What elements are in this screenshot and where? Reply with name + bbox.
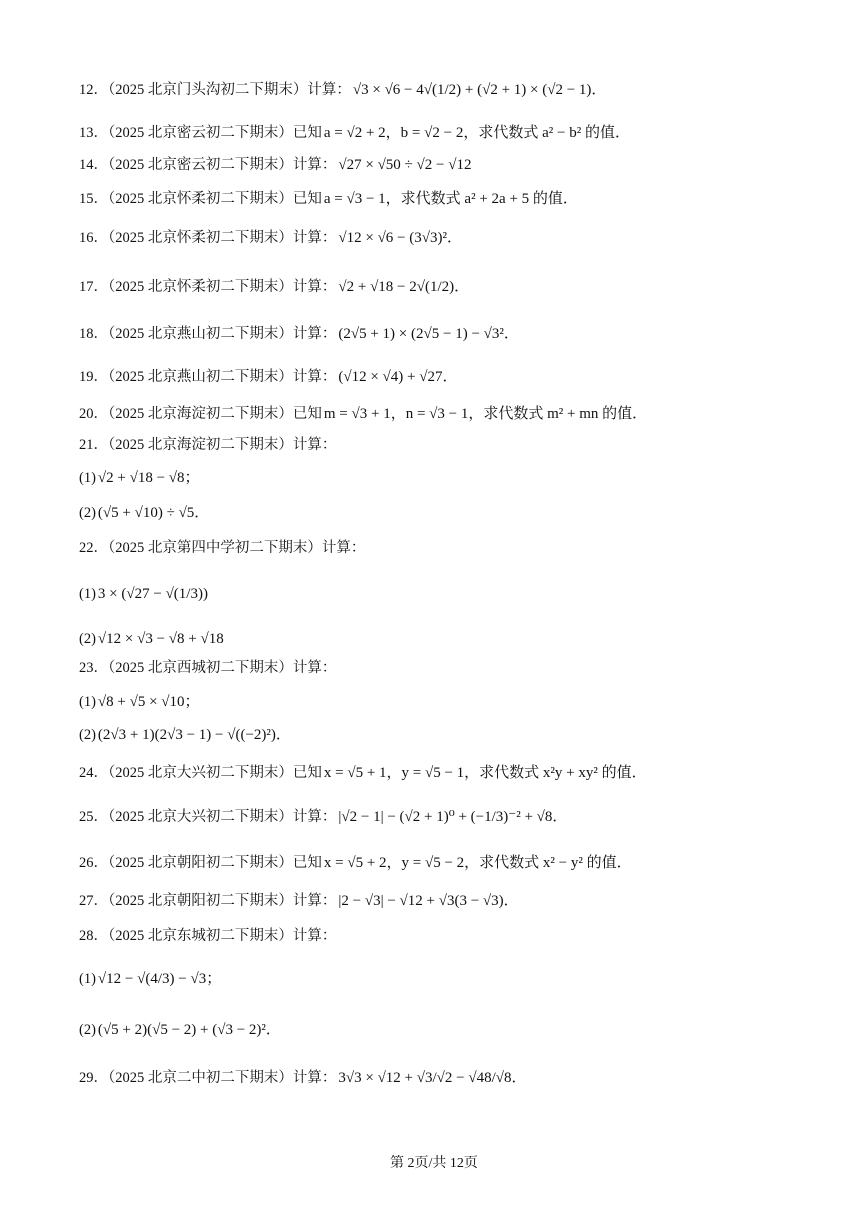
problem-expression: x = √5 + 1，y = √5 − 1，求代数式 x²y + xy² 的值． [323,765,647,781]
problem-expression: |2 − √3| − √12 + √3(3 − √3)． [338,893,519,909]
problem-expression: √12 × √3 − √8 + √18 [97,631,224,647]
problem-line [79,658,338,678]
problem-line [79,725,291,745]
page-footer: 第 2页/共 12页 [390,1156,478,1171]
problem-expression: m = √3 + 1，n = √3 − 1，求代数式 m² + mn 的值． [323,406,648,422]
problem-prefix: 16．（2025 北京怀柔初二下期末）计算： [79,230,337,246]
problem-expression: √12 × √6 − (3√3)²． [338,230,462,246]
problem-line [79,123,630,143]
problem-expression: √2 + √18 − √8； [97,470,200,486]
problem-line [79,277,469,297]
problem-expression: 3 × (√27 − √(1/3)) [97,586,208,602]
problem-line [79,367,457,387]
problem-prefix: (1) [79,470,96,486]
problem-expression: a = √2 + 2，b = √2 − 2，求代数式 a² − b² 的值． [323,125,630,141]
problem-line [79,807,567,827]
problem-expression: √2 + √18 − 2√(1/2)． [338,279,470,295]
problem-line [79,891,519,911]
problem-prefix: (1) [79,694,96,710]
problem-line [79,969,221,989]
problem-line [79,324,519,344]
problem-line [79,468,200,488]
problem-prefix: (2) [79,505,96,521]
problem-expression: a = √3 − 1，求代数式 a² + 2a + 5 的值． [323,191,578,207]
problem-prefix: (2) [79,727,96,743]
problem-line [79,538,367,558]
problem-prefix: 19．（2025 北京燕山初二下期末）计算： [79,369,337,385]
problem-line [79,155,471,175]
problem-prefix: (2) [79,1022,96,1038]
problem-prefix: 14．（2025 北京密云初二下期末）计算： [79,157,337,173]
problem-expression: √8 + √5 × √10； [97,694,200,710]
problem-expression: 3√3 × √12 + √3/√2 − √48/√8． [338,1070,527,1086]
problem-prefix: 21．（2025 北京海淀初二下期末）计算： [79,437,337,453]
problem-expression: √3 × √6 − 4√(1/2) + (√2 + 1) × (√2 − 1)． [352,82,607,98]
problem-line [79,503,209,523]
problem-prefix: 26．（2025 北京朝阳初二下期末）已知 [79,855,322,871]
problem-prefix: 15．（2025 北京怀柔初二下期末）已知 [79,191,322,207]
problem-prefix: 12．（2025 北京门头沟初二下期末）计算： [79,82,351,98]
problem-line [79,584,208,604]
problem-expression: √27 × √50 ÷ √2 − √12 [338,157,472,173]
problem-line [79,692,200,712]
problem-line [79,228,462,248]
problem-line [79,189,578,209]
problem-expression: √12 − √(4/3) − √3； [97,971,222,987]
problem-prefix: 17．（2025 北京怀柔初二下期末）计算： [79,279,337,295]
problem-prefix: 25．（2025 北京大兴初二下期末）计算： [79,809,337,825]
problem-prefix: 28．（2025 北京东城初二下期末）计算： [79,928,337,944]
problem-line [79,1068,526,1088]
problem-expression: (2√5 + 1) × (2√5 − 1) − √3²． [338,326,519,342]
problem-prefix: (1) [79,586,96,602]
problem-prefix: (2) [79,631,96,647]
problem-expression: (√5 + 2)(√5 − 2) + (√3 − 2)²． [97,1022,281,1038]
problem-line [79,1020,281,1040]
problem-line [79,853,632,873]
problem-line [79,926,338,946]
problem-prefix: 29．（2025 北京二中初二下期末）计算： [79,1070,337,1086]
problem-expression: (√5 + √10) ÷ √5． [97,505,210,521]
problem-prefix: 13．（2025 北京密云初二下期末）已知 [79,125,322,141]
problem-expression: (√12 × √4) + √27． [338,369,458,385]
problem-line [79,629,224,649]
problem-line [79,80,606,100]
problem-line [79,435,338,455]
problem-prefix: 20．（2025 北京海淀初二下期末）已知 [79,406,322,422]
problem-prefix: 23．（2025 北京西城初二下期末）计算： [79,660,337,676]
problem-prefix: (1) [79,971,96,987]
problem-prefix: 18．（2025 北京燕山初二下期末）计算： [79,326,337,342]
problem-expression: x = √5 + 2，y = √5 − 2，求代数式 x² − y² 的值． [323,855,632,871]
problem-expression: (2√3 + 1)(2√3 − 1) − √((−2)²)． [97,727,291,743]
problem-expression: |√2 − 1| − (√2 + 1)⁰ + (−1/3)⁻² + √8． [338,809,568,825]
problem-line [79,763,647,783]
problem-line [79,404,647,424]
problem-prefix: 22．（2025 北京第四中学初二下期末）计算： [79,540,366,556]
problem-prefix: 24．（2025 北京大兴初二下期末）已知 [79,765,322,781]
problem-prefix: 27．（2025 北京朝阳初二下期末）计算： [79,893,337,909]
